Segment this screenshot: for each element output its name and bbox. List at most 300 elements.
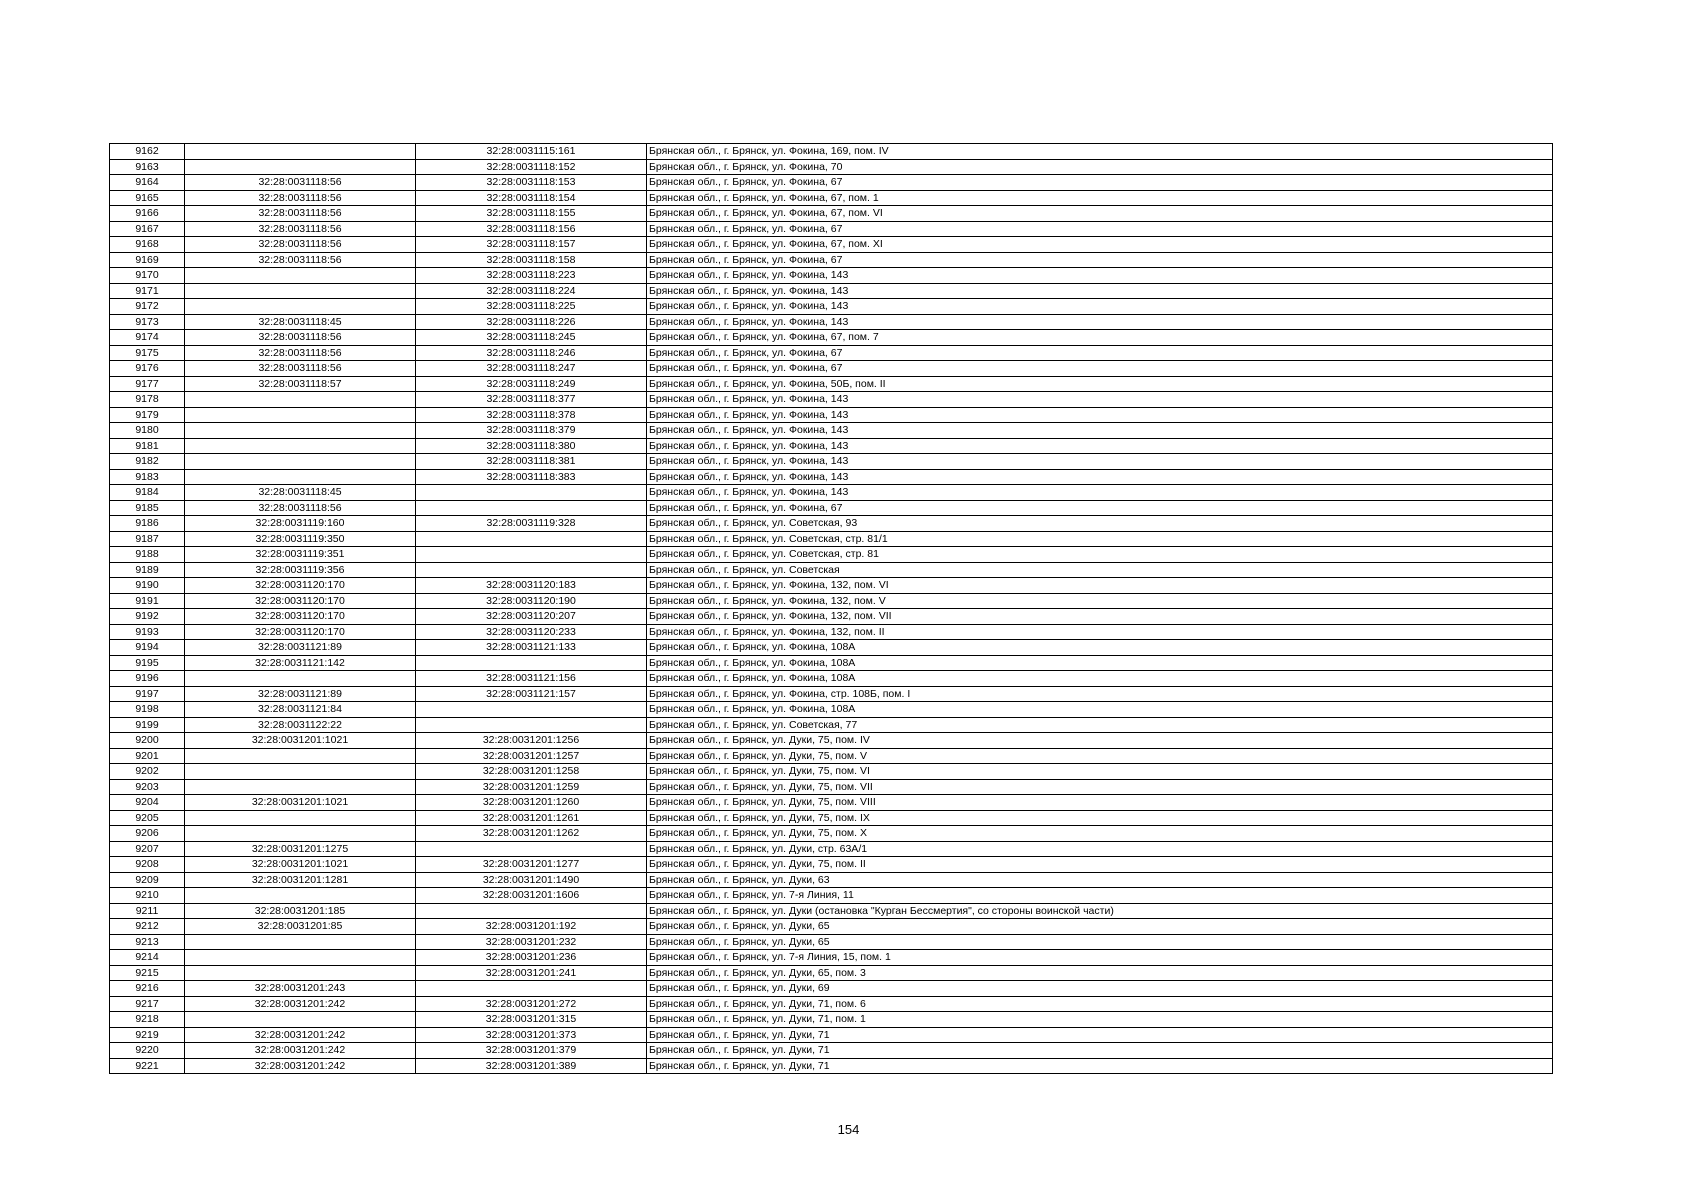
row-number-cell: 9196 xyxy=(110,671,185,687)
row-number-cell: 9183 xyxy=(110,469,185,485)
parent-cadastral-cell: 32:28:0031201:242 xyxy=(185,1058,416,1074)
row-number-cell: 9186 xyxy=(110,516,185,532)
table-row xyxy=(110,919,1553,935)
parent-cadastral-cell: 32:28:0031119:350 xyxy=(185,531,416,547)
cadastral-number-cell: 32:28:0031118:158 xyxy=(416,252,647,268)
row-number-cell: 9165 xyxy=(110,190,185,206)
row-number-cell: 9181 xyxy=(110,438,185,454)
cadastral-number-cell xyxy=(416,485,647,501)
cadastral-number-cell: 32:28:0031118:247 xyxy=(416,361,647,377)
page-number: 154 xyxy=(837,1122,860,1137)
cadastral-number-cell: 32:28:0031118:379 xyxy=(416,423,647,439)
parent-cadastral-cell xyxy=(185,1012,416,1028)
cadastral-number-cell: 32:28:0031118:378 xyxy=(416,407,647,423)
address-cell: Брянская обл., г. Брянск, ул. Дуки, стр. 63А/1 xyxy=(647,841,1553,857)
table-row xyxy=(110,717,1553,733)
table-row xyxy=(110,702,1553,718)
row-number-cell: 9168 xyxy=(110,237,185,253)
address-cell: Брянская обл., г. Брянск, ул. Фокина, 143 xyxy=(647,423,1553,439)
table-row xyxy=(110,407,1553,423)
table-row xyxy=(110,454,1553,470)
table-row xyxy=(110,206,1553,222)
parent-cadastral-cell: 32:28:0031120:170 xyxy=(185,609,416,625)
parent-cadastral-cell: 32:28:0031118:45 xyxy=(185,485,416,501)
cadastral-number-cell: 32:28:0031201:373 xyxy=(416,1027,647,1043)
row-number-cell: 9187 xyxy=(110,531,185,547)
table-row xyxy=(110,361,1553,377)
row-number-cell: 9216 xyxy=(110,981,185,997)
row-number-cell: 9172 xyxy=(110,299,185,315)
parent-cadastral-cell xyxy=(185,934,416,950)
table-row xyxy=(110,314,1553,330)
cadastral-number-cell: 32:28:0031201:236 xyxy=(416,950,647,966)
address-cell: Брянская обл., г. Брянск, ул. Дуки, 65, пом. 3 xyxy=(647,965,1553,981)
cadastral-number-cell xyxy=(416,981,647,997)
parent-cadastral-cell xyxy=(185,888,416,904)
parent-cadastral-cell: 32:28:0031118:56 xyxy=(185,206,416,222)
table-row xyxy=(110,655,1553,671)
table-row xyxy=(110,423,1553,439)
table-row xyxy=(110,934,1553,950)
address-cell: Брянская обл., г. Брянск, ул. Фокина, 132, пом. VI xyxy=(647,578,1553,594)
address-cell: Брянская обл., г. Брянск, ул. Дуки, 71 xyxy=(647,1058,1553,1074)
parent-cadastral-cell xyxy=(185,965,416,981)
parent-cadastral-cell: 32:28:0031119:160 xyxy=(185,516,416,532)
address-cell: Брянская обл., г. Брянск, ул. Дуки, 71 xyxy=(647,1043,1553,1059)
cadastral-number-cell xyxy=(416,702,647,718)
cadastral-number-cell: 32:28:0031201:389 xyxy=(416,1058,647,1074)
table-row xyxy=(110,965,1553,981)
table-row xyxy=(110,221,1553,237)
cadastral-number-cell: 32:28:0031118:249 xyxy=(416,376,647,392)
row-number-cell: 9211 xyxy=(110,903,185,919)
row-number-cell: 9218 xyxy=(110,1012,185,1028)
parent-cadastral-cell: 32:28:0031118:56 xyxy=(185,252,416,268)
registry-table-body xyxy=(110,144,1553,1074)
cadastral-number-cell: 32:28:0031118:225 xyxy=(416,299,647,315)
parent-cadastral-cell: 32:28:0031118:56 xyxy=(185,175,416,191)
parent-cadastral-cell: 32:28:0031120:170 xyxy=(185,624,416,640)
row-number-cell: 9217 xyxy=(110,996,185,1012)
row-number-cell: 9184 xyxy=(110,485,185,501)
cadastral-number-cell: 32:28:0031201:1490 xyxy=(416,872,647,888)
address-cell: Брянская обл., г. Брянск, ул. Фокина, 70 xyxy=(647,159,1553,175)
row-number-cell: 9173 xyxy=(110,314,185,330)
cadastral-number-cell: 32:28:0031120:190 xyxy=(416,593,647,609)
address-cell: Брянская обл., г. Брянск, ул. Дуки, 71, пом. 6 xyxy=(647,996,1553,1012)
row-number-cell: 9213 xyxy=(110,934,185,950)
address-cell: Брянская обл., г. Брянск, ул. Фокина, 108А xyxy=(647,671,1553,687)
parent-cadastral-cell: 32:28:0031201:1021 xyxy=(185,795,416,811)
parent-cadastral-cell: 32:28:0031118:56 xyxy=(185,330,416,346)
cadastral-number-cell: 32:28:0031201:1277 xyxy=(416,857,647,873)
table-row xyxy=(110,252,1553,268)
address-cell: Брянская обл., г. Брянск, ул. Дуки, 71 xyxy=(647,1027,1553,1043)
address-cell: Брянская обл., г. Брянск, ул. Фокина, 50Б, пом. II xyxy=(647,376,1553,392)
address-cell: Брянская обл., г. Брянск, ул. Дуки, 65 xyxy=(647,934,1553,950)
cadastral-number-cell xyxy=(416,903,647,919)
row-number-cell: 9197 xyxy=(110,686,185,702)
address-cell: Брянская обл., г. Брянск, ул. Фокина, 67, пом. VI xyxy=(647,206,1553,222)
row-number-cell: 9178 xyxy=(110,392,185,408)
address-cell: Брянская обл., г. Брянск, ул. Фокина, 143 xyxy=(647,407,1553,423)
row-number-cell: 9220 xyxy=(110,1043,185,1059)
table-row xyxy=(110,1012,1553,1028)
cadastral-number-cell xyxy=(416,547,647,563)
row-number-cell: 9167 xyxy=(110,221,185,237)
address-cell: Брянская обл., г. Брянск, ул. Советская, 77 xyxy=(647,717,1553,733)
cadastral-number-cell: 32:28:0031118:226 xyxy=(416,314,647,330)
table-row xyxy=(110,144,1553,160)
parent-cadastral-cell xyxy=(185,764,416,780)
table-row xyxy=(110,624,1553,640)
address-cell: Брянская обл., г. Брянск, ул. Фокина, 143 xyxy=(647,454,1553,470)
row-number-cell: 9215 xyxy=(110,965,185,981)
table-row xyxy=(110,795,1553,811)
address-cell: Брянская обл., г. Брянск, ул. Фокина, 67 xyxy=(647,361,1553,377)
address-cell: Брянская обл., г. Брянск, ул. Фокина, 67 xyxy=(647,175,1553,191)
cadastral-number-cell: 32:28:0031201:192 xyxy=(416,919,647,935)
cadastral-number-cell xyxy=(416,717,647,733)
parent-cadastral-cell: 32:28:0031121:84 xyxy=(185,702,416,718)
address-cell: Брянская обл., г. Брянск, ул. Советская, 93 xyxy=(647,516,1553,532)
cadastral-number-cell: 32:28:0031201:1606 xyxy=(416,888,647,904)
table-row xyxy=(110,748,1553,764)
table-row xyxy=(110,190,1553,206)
row-number-cell: 9179 xyxy=(110,407,185,423)
row-number-cell: 9182 xyxy=(110,454,185,470)
address-cell: Брянская обл., г. Брянск, ул. Дуки, 75, пом. II xyxy=(647,857,1553,873)
table-row xyxy=(110,841,1553,857)
cadastral-number-cell: 32:28:0031201:1256 xyxy=(416,733,647,749)
cadastral-number-cell: 32:28:0031118:154 xyxy=(416,190,647,206)
cadastral-number-cell: 32:28:0031118:153 xyxy=(416,175,647,191)
row-number-cell: 9194 xyxy=(110,640,185,656)
table-row xyxy=(110,516,1553,532)
cadastral-number-cell: 32:28:0031201:379 xyxy=(416,1043,647,1059)
parent-cadastral-cell: 32:28:0031201:1281 xyxy=(185,872,416,888)
cadastral-number-cell xyxy=(416,562,647,578)
address-cell: Брянская обл., г. Брянск, ул. Фокина, 169, пом. IV xyxy=(647,144,1553,160)
table-row xyxy=(110,640,1553,656)
cadastral-number-cell: 32:28:0031118:223 xyxy=(416,268,647,284)
table-row xyxy=(110,237,1553,253)
address-cell: Брянская обл., г. Брянск, ул. Фокина, 143 xyxy=(647,299,1553,315)
parent-cadastral-cell: 32:28:0031118:56 xyxy=(185,190,416,206)
parent-cadastral-cell: 32:28:0031201:1021 xyxy=(185,733,416,749)
table-row xyxy=(110,1043,1553,1059)
parent-cadastral-cell: 32:28:0031201:1021 xyxy=(185,857,416,873)
address-cell: Брянская обл., г. Брянск, ул. Фокина, 67 xyxy=(647,221,1553,237)
cadastral-number-cell: 32:28:0031120:233 xyxy=(416,624,647,640)
table-row xyxy=(110,531,1553,547)
cadastral-number-cell: 32:28:0031201:1261 xyxy=(416,810,647,826)
parent-cadastral-cell: 32:28:0031118:45 xyxy=(185,314,416,330)
table-row xyxy=(110,345,1553,361)
parent-cadastral-cell: 32:28:0031118:57 xyxy=(185,376,416,392)
table-row xyxy=(110,578,1553,594)
parent-cadastral-cell: 32:28:0031201:85 xyxy=(185,919,416,935)
cadastral-number-cell: 32:28:0031118:377 xyxy=(416,392,647,408)
address-cell: Брянская обл., г. Брянск, ул. Фокина, 108А xyxy=(647,655,1553,671)
address-cell: Брянская обл., г. Брянск, ул. Фокина, 108А xyxy=(647,702,1553,718)
table-row xyxy=(110,299,1553,315)
cadastral-number-cell: 32:28:0031118:156 xyxy=(416,221,647,237)
parent-cadastral-cell: 32:28:0031122:22 xyxy=(185,717,416,733)
row-number-cell: 9208 xyxy=(110,857,185,873)
table-row xyxy=(110,903,1553,919)
table-row xyxy=(110,469,1553,485)
address-cell: Брянская обл., г. Брянск, ул. Советская xyxy=(647,562,1553,578)
row-number-cell: 9212 xyxy=(110,919,185,935)
row-number-cell: 9170 xyxy=(110,268,185,284)
cadastral-number-cell: 32:28:0031201:1262 xyxy=(416,826,647,842)
row-number-cell: 9202 xyxy=(110,764,185,780)
address-cell: Брянская обл., г. Брянск, ул. Фокина, 67 xyxy=(647,252,1553,268)
cadastral-number-cell: 32:28:0031201:1258 xyxy=(416,764,647,780)
parent-cadastral-cell: 32:28:0031121:89 xyxy=(185,640,416,656)
parent-cadastral-cell xyxy=(185,469,416,485)
table-row xyxy=(110,438,1553,454)
parent-cadastral-cell: 32:28:0031121:142 xyxy=(185,655,416,671)
address-cell: Брянская обл., г. Брянск, ул. Фокина, 67 xyxy=(647,345,1553,361)
row-number-cell: 9221 xyxy=(110,1058,185,1074)
address-cell: Брянская обл., г. Брянск, ул. Фокина, 143 xyxy=(647,392,1553,408)
parent-cadastral-cell: 32:28:0031201:1275 xyxy=(185,841,416,857)
table-row xyxy=(110,996,1553,1012)
row-number-cell: 9175 xyxy=(110,345,185,361)
table-row xyxy=(110,547,1553,563)
row-number-cell: 9191 xyxy=(110,593,185,609)
address-cell: Брянская обл., г. Брянск, ул. Фокина, 67 xyxy=(647,500,1553,516)
address-cell: Брянская обл., г. Брянск, ул. Фокина, 67, пом. 7 xyxy=(647,330,1553,346)
address-cell: Брянская обл., г. Брянск, ул. Фокина, 143 xyxy=(647,268,1553,284)
table-row xyxy=(110,392,1553,408)
row-number-cell: 9210 xyxy=(110,888,185,904)
cadastral-number-cell: 32:28:0031120:207 xyxy=(416,609,647,625)
parent-cadastral-cell: 32:28:0031118:56 xyxy=(185,221,416,237)
parent-cadastral-cell xyxy=(185,283,416,299)
table-row xyxy=(110,485,1553,501)
parent-cadastral-cell: 32:28:0031201:242 xyxy=(185,996,416,1012)
table-row xyxy=(110,1058,1553,1074)
cadastral-number-cell: 32:28:0031201:272 xyxy=(416,996,647,1012)
address-cell: Брянская обл., г. Брянск, ул. Дуки, 65 xyxy=(647,919,1553,935)
parent-cadastral-cell: 32:28:0031201:243 xyxy=(185,981,416,997)
cadastral-number-cell: 32:28:0031120:183 xyxy=(416,578,647,594)
row-number-cell: 9164 xyxy=(110,175,185,191)
parent-cadastral-cell: 32:28:0031201:242 xyxy=(185,1043,416,1059)
address-cell: Брянская обл., г. Брянск, ул. Дуки, 75, пом. X xyxy=(647,826,1553,842)
cadastral-number-cell: 32:28:0031201:241 xyxy=(416,965,647,981)
address-cell: Брянская обл., г. Брянск, ул. Дуки, 69 xyxy=(647,981,1553,997)
address-cell: Брянская обл., г. Брянск, ул. Дуки (остановка "Курган Бессмертия", со стороны воинской части) xyxy=(647,903,1553,919)
row-number-cell: 9171 xyxy=(110,283,185,299)
row-number-cell: 9201 xyxy=(110,748,185,764)
table-row xyxy=(110,872,1553,888)
parent-cadastral-cell: 32:28:0031120:170 xyxy=(185,593,416,609)
table-row xyxy=(110,826,1553,842)
row-number-cell: 9204 xyxy=(110,795,185,811)
table-row xyxy=(110,609,1553,625)
row-number-cell: 9174 xyxy=(110,330,185,346)
cadastral-number-cell: 32:28:0031118:155 xyxy=(416,206,647,222)
address-cell: Брянская обл., г. Брянск, ул. Советская, стр. 81/1 xyxy=(647,531,1553,547)
row-number-cell: 9162 xyxy=(110,144,185,160)
row-number-cell: 9206 xyxy=(110,826,185,842)
address-cell: Брянская обл., г. Брянск, ул. Фокина, 143 xyxy=(647,283,1553,299)
parent-cadastral-cell: 32:28:0031119:356 xyxy=(185,562,416,578)
cadastral-number-cell xyxy=(416,841,647,857)
table-row xyxy=(110,764,1553,780)
address-cell: Брянская обл., г. Брянск, ул. Фокина, 143 xyxy=(647,469,1553,485)
parent-cadastral-cell xyxy=(185,810,416,826)
address-cell: Брянская обл., г. Брянск, ул. Советская, стр. 81 xyxy=(647,547,1553,563)
row-number-cell: 9176 xyxy=(110,361,185,377)
table-row xyxy=(110,810,1553,826)
parent-cadastral-cell: 32:28:0031118:56 xyxy=(185,345,416,361)
address-cell: Брянская обл., г. Брянск, ул. Фокина, 143 xyxy=(647,314,1553,330)
row-number-cell: 9198 xyxy=(110,702,185,718)
parent-cadastral-cell: 32:28:0031201:242 xyxy=(185,1027,416,1043)
cadastral-number-cell: 32:28:0031121:157 xyxy=(416,686,647,702)
cadastral-number-cell: 32:28:0031118:224 xyxy=(416,283,647,299)
parent-cadastral-cell: 32:28:0031118:56 xyxy=(185,500,416,516)
parent-cadastral-cell xyxy=(185,671,416,687)
cadastral-number-cell: 32:28:0031121:133 xyxy=(416,640,647,656)
table-row xyxy=(110,283,1553,299)
parent-cadastral-cell xyxy=(185,392,416,408)
row-number-cell: 9214 xyxy=(110,950,185,966)
row-number-cell: 9163 xyxy=(110,159,185,175)
address-cell: Брянская обл., г. Брянск, ул. Дуки, 75, пом. IV xyxy=(647,733,1553,749)
cadastral-number-cell xyxy=(416,655,647,671)
address-cell: Брянская обл., г. Брянск, ул. Дуки, 75, пом. IX xyxy=(647,810,1553,826)
cadastral-number-cell: 32:28:0031118:383 xyxy=(416,469,647,485)
registry-table xyxy=(109,143,1553,1074)
address-cell: Брянская обл., г. Брянск, ул. Фокина, стр. 108Б, пом. I xyxy=(647,686,1553,702)
row-number-cell: 9219 xyxy=(110,1027,185,1043)
table-row xyxy=(110,376,1553,392)
row-number-cell: 9188 xyxy=(110,547,185,563)
table-row xyxy=(110,888,1553,904)
address-cell: Брянская обл., г. Брянск, ул. Фокина, 132, пом. V xyxy=(647,593,1553,609)
address-cell: Брянская обл., г. Брянск, ул. Дуки, 75, пом. V xyxy=(647,748,1553,764)
row-number-cell: 9195 xyxy=(110,655,185,671)
cadastral-number-cell: 32:28:0031118:246 xyxy=(416,345,647,361)
parent-cadastral-cell xyxy=(185,423,416,439)
row-number-cell: 9166 xyxy=(110,206,185,222)
cadastral-number-cell: 32:28:0031201:1259 xyxy=(416,779,647,795)
parent-cadastral-cell xyxy=(185,299,416,315)
parent-cadastral-cell xyxy=(185,159,416,175)
address-cell: Брянская обл., г. Брянск, ул. Фокина, 108А xyxy=(647,640,1553,656)
row-number-cell: 9189 xyxy=(110,562,185,578)
address-cell: Брянская обл., г. Брянск, ул. Дуки, 75, пом. VII xyxy=(647,779,1553,795)
cadastral-number-cell: 32:28:0031118:157 xyxy=(416,237,647,253)
table-row xyxy=(110,779,1553,795)
row-number-cell: 9169 xyxy=(110,252,185,268)
table-row xyxy=(110,686,1553,702)
cadastral-number-cell: 32:28:0031201:315 xyxy=(416,1012,647,1028)
parent-cadastral-cell: 32:28:0031201:185 xyxy=(185,903,416,919)
row-number-cell: 9207 xyxy=(110,841,185,857)
row-number-cell: 9205 xyxy=(110,810,185,826)
parent-cadastral-cell xyxy=(185,748,416,764)
row-number-cell: 9199 xyxy=(110,717,185,733)
cadastral-number-cell: 32:28:0031201:1257 xyxy=(416,748,647,764)
table-row xyxy=(110,500,1553,516)
address-cell: Брянская обл., г. Брянск, ул. Дуки, 75, пом. VI xyxy=(647,764,1553,780)
address-cell: Брянская обл., г. Брянск, ул. Фокина, 143 xyxy=(647,485,1553,501)
parent-cadastral-cell: 32:28:0031121:89 xyxy=(185,686,416,702)
address-cell: Брянская обл., г. Брянск, ул. Дуки, 71, пом. 1 xyxy=(647,1012,1553,1028)
address-cell: Брянская обл., г. Брянск, ул. Фокина, 132, пом. II xyxy=(647,624,1553,640)
address-cell: Брянская обл., г. Брянск, ул. Фокина, 67, пом. 1 xyxy=(647,190,1553,206)
parent-cadastral-cell: 32:28:0031118:56 xyxy=(185,361,416,377)
parent-cadastral-cell xyxy=(185,454,416,470)
cadastral-number-cell: 32:28:0031118:380 xyxy=(416,438,647,454)
row-number-cell: 9192 xyxy=(110,609,185,625)
row-number-cell: 9209 xyxy=(110,872,185,888)
table-row xyxy=(110,159,1553,175)
table-row xyxy=(110,562,1553,578)
parent-cadastral-cell xyxy=(185,268,416,284)
address-cell: Брянская обл., г. Брянск, ул. Дуки, 63 xyxy=(647,872,1553,888)
cadastral-number-cell: 32:28:0031118:381 xyxy=(416,454,647,470)
row-number-cell: 9180 xyxy=(110,423,185,439)
row-number-cell: 9190 xyxy=(110,578,185,594)
table-row xyxy=(110,268,1553,284)
parent-cadastral-cell xyxy=(185,826,416,842)
table-row xyxy=(110,593,1553,609)
table-row xyxy=(110,950,1553,966)
table-row xyxy=(110,175,1553,191)
row-number-cell: 9177 xyxy=(110,376,185,392)
row-number-cell: 9185 xyxy=(110,500,185,516)
cadastral-number-cell: 32:28:0031119:328 xyxy=(416,516,647,532)
parent-cadastral-cell xyxy=(185,438,416,454)
row-number-cell: 9193 xyxy=(110,624,185,640)
row-number-cell: 9200 xyxy=(110,733,185,749)
cadastral-number-cell: 32:28:0031118:245 xyxy=(416,330,647,346)
cadastral-number-cell: 32:28:0031201:232 xyxy=(416,934,647,950)
table-row xyxy=(110,981,1553,997)
address-cell: Брянская обл., г. Брянск, ул. 7-я Линия, 11 xyxy=(647,888,1553,904)
table-row xyxy=(110,1027,1553,1043)
table-row xyxy=(110,857,1553,873)
cadastral-number-cell: 32:28:0031201:1260 xyxy=(416,795,647,811)
address-cell: Брянская обл., г. Брянск, ул. Фокина, 143 xyxy=(647,438,1553,454)
row-number-cell: 9203 xyxy=(110,779,185,795)
parent-cadastral-cell: 32:28:0031119:351 xyxy=(185,547,416,563)
parent-cadastral-cell: 32:28:0031118:56 xyxy=(185,237,416,253)
parent-cadastral-cell xyxy=(185,144,416,160)
parent-cadastral-cell: 32:28:0031120:170 xyxy=(185,578,416,594)
address-cell: Брянская обл., г. Брянск, ул. Дуки, 75, пом. VIII xyxy=(647,795,1553,811)
parent-cadastral-cell xyxy=(185,407,416,423)
table-row xyxy=(110,733,1553,749)
cadastral-number-cell xyxy=(416,500,647,516)
cadastral-number-cell: 32:28:0031121:156 xyxy=(416,671,647,687)
address-cell: Брянская обл., г. Брянск, ул. Фокина, 67, пом. XI xyxy=(647,237,1553,253)
cadastral-number-cell xyxy=(416,531,647,547)
table-row xyxy=(110,671,1553,687)
parent-cadastral-cell xyxy=(185,779,416,795)
cadastral-number-cell: 32:28:0031118:152 xyxy=(416,159,647,175)
table-row xyxy=(110,330,1553,346)
cadastral-number-cell: 32:28:0031115:161 xyxy=(416,144,647,160)
